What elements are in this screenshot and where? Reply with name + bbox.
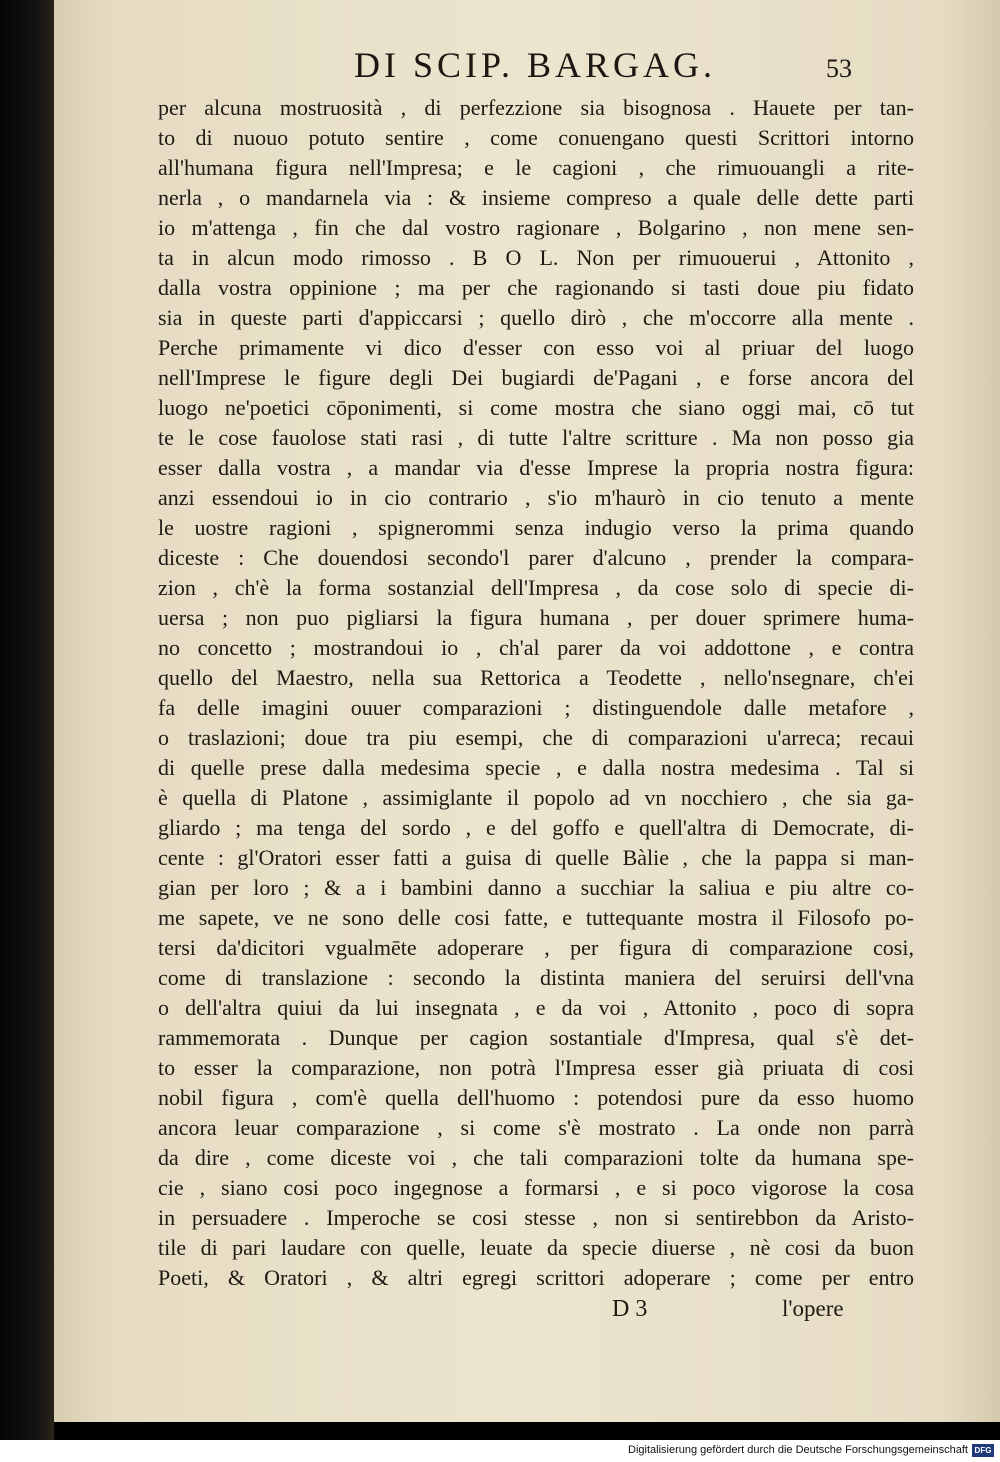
text-line: gliardo ; ma tenga del sordo , e del goffo e quell'altra di Democrate, di- (158, 815, 914, 840)
text-line: me sapete, ve ne sono delle cosi fatte, e tuttequante mostra il Filosofo po- (158, 905, 914, 930)
text-line: come di translazione : secondo la distinta maniera del seruirsi dell'vna (158, 965, 914, 990)
text-line: Poeti, & Oratori , & altri egregi scrittori adoperare ; come per entro (158, 1265, 914, 1290)
text-line: cente : gl'Oratori esser fatti a guisa di quelle Bàlie , che la pappa si man- (158, 845, 914, 870)
digitization-credit-bar (0, 1440, 1000, 1462)
text-line: esser dalla vostra , a mandar via d'esse Imprese la propria nostra figura: (158, 455, 914, 480)
book-page (54, 0, 1000, 1422)
text-line: o traslazioni; doue tra piu esempi, che di comparazioni u'arreca; recaui (158, 725, 914, 750)
text-line: gian per loro ; & a i bambini danno a succhiar la saliua e piu altre co- (158, 875, 914, 900)
text-line: di quelle prese dalla medesima specie , e dalla nostra medesima . Tal si (158, 755, 914, 780)
text-line: no concetto ; mostrandoui io , ch'al parer da voi addottone , e contra (158, 635, 914, 660)
text-line: to di nuouo potuto sentire , come conuengano questi Scrittori intorno (158, 125, 914, 150)
catchword: l'opere (782, 1296, 844, 1321)
scan-background-left (0, 0, 54, 1440)
text-line: luogo ne'poetici cōponimenti, si come mostra che siano oggi mai, cō tut (158, 395, 914, 420)
text-line: nerla , o mandarnela via : & insieme compreso a quale delle dette parti (158, 185, 914, 210)
text-line: zion , ch'è la forma sostanzial dell'Impresa , da cose solo di specie di- (158, 575, 914, 600)
text-line: anzi essendoui io in cio contrario , s'io m'haurò in cio tenuto a mente (158, 485, 914, 510)
text-line: le uostre ragioni , spignerommi senza indugio verso la prima quando (158, 515, 914, 540)
text-line: in persuadere . Imperoche se cosi stesse , non si sentirebbon da Aristo- (158, 1205, 914, 1230)
text-line: è quella di Platone , assimiglante il popolo ad vn nocchiero , che sia ga- (158, 785, 914, 810)
text-line: o dell'altra quiui da lui insegnata , e da voi , Attonito , poco di sopra (158, 995, 914, 1020)
text-line: rammemorata . Dunque per cagion sostantiale d'Impresa, qual s'è det- (158, 1025, 914, 1050)
text-line: ancora leuar comparazione , si come s'è mostrato . La onde non parrà (158, 1115, 914, 1140)
running-head: DI SCIP. BARGAG. (354, 45, 717, 85)
body-text (158, 93, 914, 1293)
text-line: dalla vostra oppinione ; ma per che ragionando si tasti doue piu fidato (158, 275, 914, 300)
text-line: fa delle imagini ouuer comparazioni ; distinguendole dalle metafore , (158, 695, 914, 720)
text-line: tile di pari laudare con quelle, leuate da specie diuerse , nè cosi da buon (158, 1235, 914, 1260)
dfg-logo-icon: DFG (972, 1444, 994, 1457)
text-line: te le cose fauolose stati rasi , di tutte l'altre scritture . Ma non posso gia (158, 425, 914, 450)
text-line: all'humana figura nell'Impresa; e le cagioni , che rimuouangli a rite- (158, 155, 914, 180)
text-line: ta in alcun modo rimosso . B O L. Non per rimuouerui , Attonito , (158, 245, 914, 270)
text-line: sia in queste parti d'appiccarsi ; quello dirò , che m'occorre alla mente . (158, 305, 914, 330)
funding-credit-text: Digitalisierung gefördert durch die Deutsche Forschungsgemeinschaft (628, 1444, 968, 1456)
text-line: quello del Maestro, nella sua Rettorica a Teodette , nello'nsegnare, ch'ei (158, 665, 914, 690)
page-number: 53 (826, 54, 852, 83)
text-line: da dire , come diceste voi , che tali comparazioni tolte da humana spe- (158, 1145, 914, 1170)
page-footer (54, 1296, 1000, 1330)
text-line: Perche primamente vi dico d'esser con esso voi al priuar del luogo (158, 335, 914, 360)
signature-mark: D 3 (612, 1296, 648, 1322)
text-line: tersi da'dicitori vgualmēte adoperare , per figura di comparazione cosi, (158, 935, 914, 960)
text-line: io m'attenga , fin che dal vostro ragionare , Bolgarino , non mene sen- (158, 215, 914, 240)
text-line: uersa ; non puo pigliarsi la figura humana , per douer sprimere huma- (158, 605, 914, 630)
text-line: to esser la comparazione, non potrà l'Impresa esser già priuata di cosi (158, 1055, 914, 1080)
text-line: cie , siano cosi poco ingegnose a formarsi , e si poco vigorose la cosa (158, 1175, 914, 1200)
text-line: diceste : Che douendosi secondo'l parer d'alcuno , prender la compara- (158, 545, 914, 570)
text-line: per alcuna mostruosità , di perfezzione sia bisognosa . Hauete per tan- (158, 95, 914, 120)
text-line: nell'Imprese le figure degli Dei bugiardi de'Pagani , e forse ancora del (158, 365, 914, 390)
text-line: nobil figura , com'è quella dell'huomo : potendosi pure da esso huomo (158, 1085, 914, 1110)
